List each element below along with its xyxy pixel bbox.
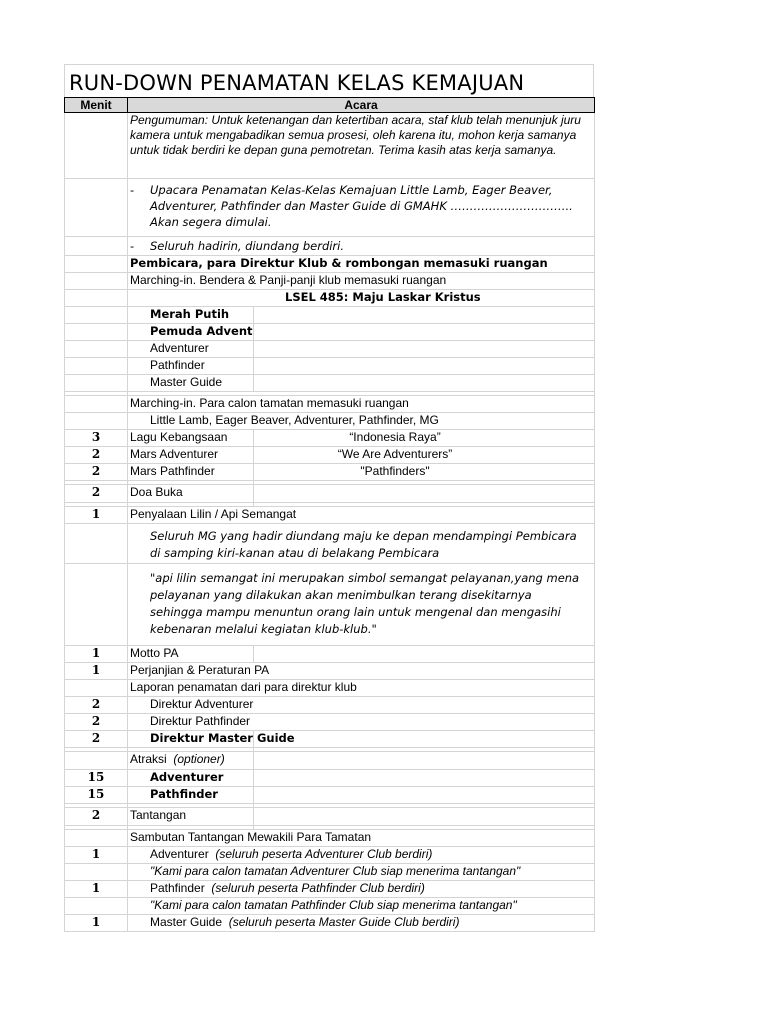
document-title: RUN-DOWN PENAMATAN KELAS KEMAJUAN [64,64,594,97]
minutes: 15 [65,770,128,787]
table-row [65,179,595,237]
table-row [65,808,595,826]
table-row [65,731,595,748]
minutes: 2 [65,464,128,481]
agenda-item: Perjanjian & Peraturan PA [128,663,595,680]
table-row [65,485,595,503]
agenda-item: Master Guide [150,915,223,929]
table-row [65,113,595,179]
table-row [65,864,595,881]
marching-in-flags: Marching-in. Bendera & Panji-panji klub memasuki ruangan [128,273,595,290]
candle-quote: "api lilin semangat ini merupakan simbol semangat pelayanan,yang mena pelayanan yang dilakukan akan menimbulkan terang disekitarnya sehingga mampu menuntun orang lain untuk mengenal dan mengasihi kebenaran melalui kegiatan klub-klub." [128,564,595,646]
table-header [65,98,595,113]
table-row [65,430,595,447]
table-row [65,358,595,375]
bullet-dash: - [130,239,135,253]
table-row [65,256,595,273]
table-row [65,564,595,646]
agenda-item: Adventurer [150,847,209,861]
agenda-item: Mars Pathfinder [128,464,254,481]
table-row [65,787,595,804]
table-row [65,307,595,324]
flag-item: Merah Putih [128,307,254,324]
minutes: 2 [65,731,128,748]
table-row [65,714,595,731]
pledge-quote: "Kami para calon tamatan Pathfinder Club siap menerima tantangan" [128,898,595,915]
agenda-item: Adventurer [128,770,254,787]
header-acara: Acara [128,98,595,113]
rundown-sheet [64,64,594,932]
graduate-classes: Little Lamb, Eager Beaver, Adventurer, Pathfinder, MG [128,413,595,430]
agenda-item: Direktur Pathfinder [128,714,595,731]
table-row [65,507,595,524]
table-row [65,273,595,290]
header-menit: Menit [65,98,128,113]
pledge-quote: "Kami para calon tamatan Adventurer Club siap menerima tantangan" [128,864,595,881]
table-row [65,464,595,481]
mg-invitation: Seluruh MG yang hadir diundang maju ke depan mendampingi Pembicara di samping kiri-kanan atau di belakang Pembicara [128,524,595,564]
table-row [65,396,595,413]
table-row [65,447,595,464]
ceremony-text: Upacara Penamatan Kelas-Kelas Kemajuan Little Lamb, Eager Beaver, Adventurer, Pathfinder dan Master Guide di GMAHK ………………………….. Akan segera dimulai. [150,183,573,229]
rundown-table [64,97,595,932]
minutes: 2 [65,485,128,503]
minutes: 1 [65,915,128,932]
agenda-item: Mars Adventurer [128,447,254,464]
agenda-item: Direktur Adventurer [128,697,595,714]
table-row [65,646,595,663]
flag-item: Master Guide [128,375,254,392]
minutes: 1 [65,881,128,898]
minutes: 2 [65,714,128,731]
stand-text: Seluruh hadirin, diundang berdiri. [150,239,345,253]
minutes: 2 [65,447,128,464]
table-row [65,524,595,564]
table-row [65,697,595,714]
table-row [65,770,595,787]
song-title: “We Are Adventurers” [254,447,595,464]
table-row [65,881,595,898]
table-row [65,752,595,770]
song-title: "Pathfinders" [254,464,595,481]
announcement-text: Pengumuman: Untuk ketenangan dan ketertiban acara, staf klub telah menunjuk juru kamera untuk mengabadikan semua prosesi, oleh karena itu, mohon kerja samanya untuk tidak berdiri ke depan guna pemotretan. Terima kasih atas kerja samanya. [128,113,595,179]
agenda-item: Sambutan Tantangan Mewakili Para Tamatan [128,830,595,847]
table-row [65,847,595,864]
agenda-item: Pathfinder [128,787,254,804]
hymn-lsel: LSEL 485: Maju Laskar Kristus [128,290,595,307]
table-row [65,830,595,847]
agenda-item: Laporan penamatan dari para direktur klub [128,680,595,697]
table-row [65,413,595,430]
agenda-item: Doa Buka [128,485,254,503]
table-row [65,324,595,341]
speakers-enter: Pembicara, para Direktur Klub & rombongan memasuki ruangan [128,256,595,273]
minutes: 1 [65,507,128,524]
agenda-item: Direktur Master Guide [128,731,254,748]
minutes: 2 [65,697,128,714]
minutes: 3 [65,430,128,447]
minutes: 15 [65,787,128,804]
marching-in-graduates: Marching-in. Para calon tamatan memasuki ruangan [128,396,595,413]
song-title: “Indonesia Raya” [254,430,595,447]
stand-note: (seluruh peserta Pathfinder Club berdiri) [211,881,425,895]
minutes: 2 [65,808,128,826]
agenda-item: Penyalaan Lilin / Api Semangat [128,507,595,524]
flag-item: Adventurer [128,341,254,358]
table-row [65,341,595,358]
stand-note: (seluruh peserta Adventurer Club berdiri) [215,847,433,861]
table-row [65,663,595,680]
table-row [65,915,595,932]
minutes: 1 [65,663,128,680]
bullet-dash: - [130,183,135,197]
agenda-item: Lagu Kebangsaan [128,430,254,447]
minutes: 1 [65,646,128,663]
flag-item: Pathfinder [128,358,254,375]
agenda-item: Atraksi [130,752,167,766]
flag-item: Pemuda Advent [128,324,254,341]
table-row [65,290,595,307]
minutes: 1 [65,847,128,864]
attraction-note: (optioner) [173,752,225,766]
agenda-item: Tantangan [128,808,254,826]
table-row [65,898,595,915]
table-row [65,375,595,392]
agenda-item: Pathfinder [150,881,205,895]
agenda-item: Motto PA [128,646,254,663]
stand-note: (seluruh peserta Master Guide Club berdiri) [228,915,460,929]
table-row [65,237,595,256]
table-row [65,680,595,697]
